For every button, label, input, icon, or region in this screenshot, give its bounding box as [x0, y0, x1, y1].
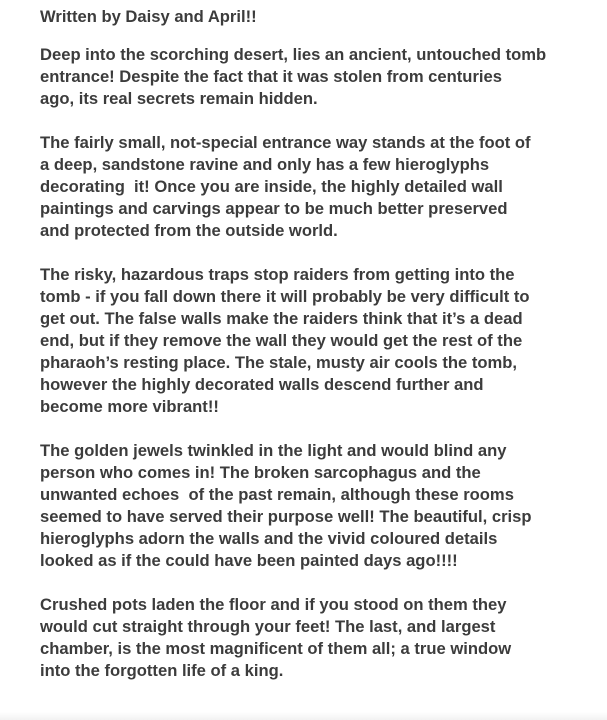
paragraph-line: Crushed pots laden the floor and if you stood on them they [40, 595, 507, 614]
paragraph-line: become more vibrant!! [40, 397, 219, 416]
paragraph-line: The golden jewels twinkled in the light and would blind any [40, 441, 507, 460]
paragraph-line: chamber, is the most magnificent of them all; a true window [40, 639, 512, 658]
paragraph-2 [40, 132, 580, 242]
paragraph-line: seemed to have served their purpose well! The beautiful, crisp [40, 507, 532, 526]
paragraph-line: a deep, sandstone ravine and only has a few hieroglyphs [40, 155, 490, 174]
paragraph-line: get out. The false walls make the raiders think that it’s a dead [40, 309, 523, 328]
paragraph-line: and protected from the outside world. [40, 221, 338, 240]
paragraph-line: entrance! Despite the fact that it was stolen from centuries [40, 67, 502, 86]
paragraph-4 [40, 440, 580, 572]
paragraph-line: The risky, hazardous traps stop raiders from getting into the [40, 265, 515, 284]
paragraph-line: paintings and carvings appear to be much better preserved [40, 199, 508, 218]
paragraph-line: The fairly small, not-special entrance way stands at the foot of [40, 133, 531, 152]
paragraph-line: hieroglyphs adorn the walls and the vivid coloured details [40, 529, 498, 548]
paragraph-line: pharaoh’s resting place. The stale, musty air cools the tomb, [40, 353, 518, 372]
paragraph-line: tomb - if you fall down there it will probably be very difficult to [40, 287, 530, 306]
paragraph-line: decorating it! Once you are inside, the highly detailed wall [40, 177, 503, 196]
paragraph-line: end, but if they remove the wall they would get the rest of the [40, 331, 523, 350]
paragraph-line: however the highly decorated walls descend further and [40, 375, 484, 394]
document-body [40, 6, 580, 704]
bottom-edge [0, 712, 607, 720]
author-line: Written by Daisy and April!! [40, 7, 257, 26]
paragraph-1 [40, 44, 580, 110]
paragraph-line: ago, its real secrets remain hidden. [40, 89, 318, 108]
paragraph-line: unwanted echoes of the past remain, although these rooms [40, 485, 514, 504]
paragraph-line: Deep into the scorching desert, lies an ancient, untouched tomb [40, 45, 547, 64]
paragraph-line: looked as if the could have been painted days ago!!!! [40, 551, 458, 570]
paragraph-line: would cut straight through your feet! The last, and largest [40, 617, 496, 636]
paragraph-line: into the forgotten life of a king. [40, 661, 284, 680]
paragraph-3 [40, 264, 580, 418]
paragraph-5 [40, 594, 580, 682]
paragraph-line: person who comes in! The broken sarcophagus and the [40, 463, 481, 482]
